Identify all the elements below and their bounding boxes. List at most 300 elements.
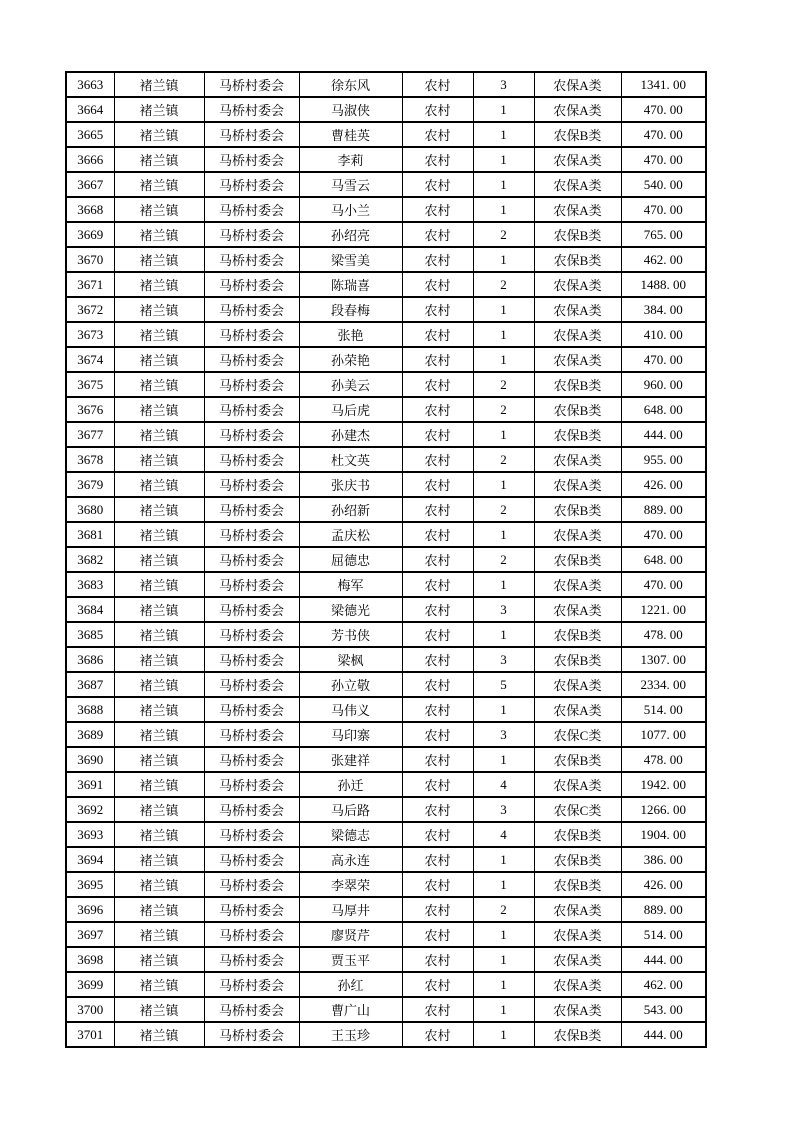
table-row xyxy=(66,747,706,772)
cell-person-count: 2 xyxy=(473,547,534,572)
cell-village: 马桥村委会 xyxy=(204,772,299,797)
cell-person-count: 1 xyxy=(473,422,534,447)
cell-person-name: 孙荣艳 xyxy=(299,347,402,372)
cell-person-count: 1 xyxy=(473,247,534,272)
table-row xyxy=(66,647,706,672)
cell-town: 褚兰镇 xyxy=(114,747,204,772)
cell-residence: 农村 xyxy=(402,397,473,422)
cell-residence: 农村 xyxy=(402,247,473,272)
cell-person-count: 3 xyxy=(473,722,534,747)
cell-residence: 农村 xyxy=(402,547,473,572)
table-row xyxy=(66,897,706,922)
cell-person-count: 1 xyxy=(473,697,534,722)
cell-person-count: 2 xyxy=(473,222,534,247)
cell-residence: 农村 xyxy=(402,972,473,997)
cell-amount: 444. 00 xyxy=(621,422,706,447)
cell-amount: 462. 00 xyxy=(621,247,706,272)
table-row xyxy=(66,697,706,722)
table-row xyxy=(66,522,706,547)
cell-village: 马桥村委会 xyxy=(204,297,299,322)
cell-person-name: 马淑侠 xyxy=(299,97,402,122)
cell-town: 褚兰镇 xyxy=(114,922,204,947)
cell-amount: 514. 00 xyxy=(621,697,706,722)
cell-amount: 648. 00 xyxy=(621,547,706,572)
cell-person-count: 2 xyxy=(473,497,534,522)
cell-town: 褚兰镇 xyxy=(114,397,204,422)
cell-insurance-type: 农保A类 xyxy=(534,147,621,172)
cell-amount: 889. 00 xyxy=(621,897,706,922)
cell-residence: 农村 xyxy=(402,897,473,922)
cell-town: 褚兰镇 xyxy=(114,1022,204,1047)
cell-residence: 农村 xyxy=(402,122,473,147)
cell-insurance-type: 农保B类 xyxy=(534,872,621,897)
cell-amount: 444. 00 xyxy=(621,947,706,972)
cell-insurance-type: 农保B类 xyxy=(534,847,621,872)
cell-residence: 农村 xyxy=(402,822,473,847)
cell-person-name: 王玉珍 xyxy=(299,1022,402,1047)
cell-person-name: 屈德忠 xyxy=(299,547,402,572)
cell-town: 褚兰镇 xyxy=(114,947,204,972)
table-row xyxy=(66,672,706,697)
table-row xyxy=(66,872,706,897)
cell-person-count: 4 xyxy=(473,822,534,847)
cell-serial: 3678 xyxy=(66,447,114,472)
cell-insurance-type: 农保A类 xyxy=(534,922,621,947)
cell-village: 马桥村委会 xyxy=(204,322,299,347)
cell-person-name: 马后虎 xyxy=(299,397,402,422)
cell-serial: 3681 xyxy=(66,522,114,547)
cell-serial: 3701 xyxy=(66,1022,114,1047)
cell-village: 马桥村委会 xyxy=(204,272,299,297)
cell-village: 马桥村委会 xyxy=(204,247,299,272)
cell-person-count: 1 xyxy=(473,522,534,547)
table-row xyxy=(66,147,706,172)
cell-insurance-type: 农保B类 xyxy=(534,547,621,572)
cell-insurance-type: 农保B类 xyxy=(534,822,621,847)
cell-insurance-type: 农保A类 xyxy=(534,697,621,722)
cell-insurance-type: 农保B类 xyxy=(534,397,621,422)
cell-serial: 3680 xyxy=(66,497,114,522)
table-row xyxy=(66,397,706,422)
cell-serial: 3665 xyxy=(66,122,114,147)
cell-person-name: 马印寨 xyxy=(299,722,402,747)
cell-residence: 农村 xyxy=(402,97,473,122)
cell-person-count: 1 xyxy=(473,147,534,172)
cell-person-count: 1 xyxy=(473,297,534,322)
cell-person-count: 1 xyxy=(473,572,534,597)
cell-amount: 955. 00 xyxy=(621,447,706,472)
cell-amount: 470. 00 xyxy=(621,347,706,372)
table-row xyxy=(66,822,706,847)
cell-serial: 3671 xyxy=(66,272,114,297)
cell-insurance-type: 农保B类 xyxy=(534,422,621,447)
cell-residence: 农村 xyxy=(402,522,473,547)
cell-person-count: 1 xyxy=(473,922,534,947)
cell-insurance-type: 农保A类 xyxy=(534,97,621,122)
cell-village: 马桥村委会 xyxy=(204,97,299,122)
cell-village: 马桥村委会 xyxy=(204,447,299,472)
cell-town: 褚兰镇 xyxy=(114,172,204,197)
cell-serial: 3663 xyxy=(66,72,114,97)
cell-serial: 3684 xyxy=(66,597,114,622)
cell-village: 马桥村委会 xyxy=(204,522,299,547)
cell-person-name: 孙绍亮 xyxy=(299,222,402,247)
cell-person-name: 梁德志 xyxy=(299,822,402,847)
cell-town: 褚兰镇 xyxy=(114,872,204,897)
cell-residence: 农村 xyxy=(402,747,473,772)
cell-serial: 3690 xyxy=(66,747,114,772)
cell-amount: 1488. 00 xyxy=(621,272,706,297)
table-row xyxy=(66,347,706,372)
cell-town: 褚兰镇 xyxy=(114,272,204,297)
cell-town: 褚兰镇 xyxy=(114,847,204,872)
cell-insurance-type: 农保A类 xyxy=(534,597,621,622)
cell-residence: 农村 xyxy=(402,347,473,372)
cell-town: 褚兰镇 xyxy=(114,547,204,572)
cell-residence: 农村 xyxy=(402,1022,473,1047)
cell-person-count: 2 xyxy=(473,272,534,297)
table-row xyxy=(66,572,706,597)
cell-residence: 农村 xyxy=(402,622,473,647)
cell-town: 褚兰镇 xyxy=(114,72,204,97)
table-row xyxy=(66,797,706,822)
cell-village: 马桥村委会 xyxy=(204,422,299,447)
cell-residence: 农村 xyxy=(402,672,473,697)
cell-amount: 384. 00 xyxy=(621,297,706,322)
cell-person-name: 李莉 xyxy=(299,147,402,172)
cell-person-name: 陈瑞喜 xyxy=(299,272,402,297)
cell-amount: 470. 00 xyxy=(621,122,706,147)
cell-serial: 3682 xyxy=(66,547,114,572)
cell-town: 褚兰镇 xyxy=(114,722,204,747)
table-row xyxy=(66,722,706,747)
cell-insurance-type: 农保B类 xyxy=(534,122,621,147)
cell-insurance-type: 农保A类 xyxy=(534,947,621,972)
cell-amount: 470. 00 xyxy=(621,522,706,547)
cell-village: 马桥村委会 xyxy=(204,347,299,372)
cell-insurance-type: 农保C类 xyxy=(534,797,621,822)
cell-amount: 648. 00 xyxy=(621,397,706,422)
cell-person-count: 1 xyxy=(473,872,534,897)
cell-person-name: 孙美云 xyxy=(299,372,402,397)
table-row xyxy=(66,547,706,572)
cell-residence: 农村 xyxy=(402,722,473,747)
cell-person-count: 4 xyxy=(473,772,534,797)
table-row xyxy=(66,972,706,997)
cell-village: 马桥村委会 xyxy=(204,372,299,397)
cell-village: 马桥村委会 xyxy=(204,1022,299,1047)
cell-village: 马桥村委会 xyxy=(204,547,299,572)
cell-person-name: 马伟义 xyxy=(299,697,402,722)
cell-residence: 农村 xyxy=(402,422,473,447)
cell-town: 褚兰镇 xyxy=(114,372,204,397)
cell-person-count: 2 xyxy=(473,447,534,472)
cell-town: 褚兰镇 xyxy=(114,197,204,222)
cell-town: 褚兰镇 xyxy=(114,822,204,847)
cell-village: 马桥村委会 xyxy=(204,497,299,522)
cell-insurance-type: 农保A类 xyxy=(534,897,621,922)
cell-village: 马桥村委会 xyxy=(204,897,299,922)
cell-serial: 3694 xyxy=(66,847,114,872)
cell-person-name: 贾玉平 xyxy=(299,947,402,972)
table-row xyxy=(66,472,706,497)
table-row xyxy=(66,372,706,397)
cell-serial: 3689 xyxy=(66,722,114,747)
cell-town: 褚兰镇 xyxy=(114,447,204,472)
cell-person-name: 孙迁 xyxy=(299,772,402,797)
cell-amount: 543. 00 xyxy=(621,997,706,1022)
cell-insurance-type: 农保B类 xyxy=(534,1022,621,1047)
cell-village: 马桥村委会 xyxy=(204,472,299,497)
cell-town: 褚兰镇 xyxy=(114,422,204,447)
cell-amount: 444. 00 xyxy=(621,1022,706,1047)
cell-insurance-type: 农保A类 xyxy=(534,322,621,347)
cell-person-count: 1 xyxy=(473,847,534,872)
cell-serial: 3692 xyxy=(66,797,114,822)
table-row xyxy=(66,1022,706,1047)
cell-insurance-type: 农保A类 xyxy=(534,197,621,222)
cell-person-name: 曹桂英 xyxy=(299,122,402,147)
cell-person-name: 孙立敬 xyxy=(299,672,402,697)
cell-insurance-type: 农保A类 xyxy=(534,522,621,547)
cell-person-name: 段春梅 xyxy=(299,297,402,322)
cell-serial: 3685 xyxy=(66,622,114,647)
cell-amount: 1904. 00 xyxy=(621,822,706,847)
cell-town: 褚兰镇 xyxy=(114,597,204,622)
cell-insurance-type: 农保B类 xyxy=(534,222,621,247)
cell-serial: 3695 xyxy=(66,872,114,897)
cell-person-name: 孙建杰 xyxy=(299,422,402,447)
cell-person-name: 张艳 xyxy=(299,322,402,347)
cell-residence: 农村 xyxy=(402,197,473,222)
cell-serial: 3669 xyxy=(66,222,114,247)
cell-person-name: 杜文英 xyxy=(299,447,402,472)
cell-village: 马桥村委会 xyxy=(204,847,299,872)
cell-village: 马桥村委会 xyxy=(204,872,299,897)
cell-amount: 1942. 00 xyxy=(621,772,706,797)
table-row xyxy=(66,847,706,872)
cell-serial: 3686 xyxy=(66,647,114,672)
cell-insurance-type: 农保B类 xyxy=(534,497,621,522)
cell-town: 褚兰镇 xyxy=(114,672,204,697)
cell-town: 褚兰镇 xyxy=(114,647,204,672)
cell-insurance-type: 农保A类 xyxy=(534,297,621,322)
cell-serial: 3677 xyxy=(66,422,114,447)
cell-village: 马桥村委会 xyxy=(204,172,299,197)
cell-person-count: 1 xyxy=(473,622,534,647)
cell-person-count: 1 xyxy=(473,322,534,347)
cell-town: 褚兰镇 xyxy=(114,472,204,497)
cell-person-name: 马厚井 xyxy=(299,897,402,922)
cell-amount: 1077. 00 xyxy=(621,722,706,747)
cell-residence: 农村 xyxy=(402,597,473,622)
cell-person-count: 3 xyxy=(473,597,534,622)
table-row xyxy=(66,922,706,947)
table-row xyxy=(66,497,706,522)
cell-town: 褚兰镇 xyxy=(114,897,204,922)
cell-amount: 478. 00 xyxy=(621,747,706,772)
table-row xyxy=(66,447,706,472)
cell-residence: 农村 xyxy=(402,222,473,247)
cell-residence: 农村 xyxy=(402,372,473,397)
cell-person-name: 马雪云 xyxy=(299,172,402,197)
cell-village: 马桥村委会 xyxy=(204,72,299,97)
cell-town: 褚兰镇 xyxy=(114,247,204,272)
cell-person-name: 梁德光 xyxy=(299,597,402,622)
cell-serial: 3670 xyxy=(66,247,114,272)
cell-insurance-type: 农保A类 xyxy=(534,347,621,372)
table-row xyxy=(66,297,706,322)
cell-person-count: 3 xyxy=(473,72,534,97)
cell-village: 马桥村委会 xyxy=(204,222,299,247)
cell-person-name: 马后路 xyxy=(299,797,402,822)
table-row xyxy=(66,997,706,1022)
cell-residence: 农村 xyxy=(402,272,473,297)
cell-town: 褚兰镇 xyxy=(114,322,204,347)
table-row xyxy=(66,622,706,647)
cell-serial: 3666 xyxy=(66,147,114,172)
cell-village: 马桥村委会 xyxy=(204,397,299,422)
cell-serial: 3668 xyxy=(66,197,114,222)
cell-village: 马桥村委会 xyxy=(204,197,299,222)
cell-insurance-type: 农保A类 xyxy=(534,672,621,697)
cell-serial: 3700 xyxy=(66,997,114,1022)
cell-village: 马桥村委会 xyxy=(204,997,299,1022)
cell-person-name: 孙红 xyxy=(299,972,402,997)
cell-amount: 478. 00 xyxy=(621,622,706,647)
cell-residence: 农村 xyxy=(402,997,473,1022)
cell-person-count: 1 xyxy=(473,172,534,197)
cell-town: 褚兰镇 xyxy=(114,122,204,147)
cell-amount: 1341. 00 xyxy=(621,72,706,97)
cell-insurance-type: 农保B类 xyxy=(534,647,621,672)
cell-insurance-type: 农保A类 xyxy=(534,572,621,597)
cell-person-name: 孙绍新 xyxy=(299,497,402,522)
cell-person-count: 1 xyxy=(473,347,534,372)
cell-insurance-type: 农保A类 xyxy=(534,972,621,997)
cell-residence: 农村 xyxy=(402,297,473,322)
cell-insurance-type: 农保A类 xyxy=(534,172,621,197)
cell-person-count: 2 xyxy=(473,397,534,422)
cell-serial: 3688 xyxy=(66,697,114,722)
cell-insurance-type: 农保A类 xyxy=(534,447,621,472)
cell-insurance-type: 农保A类 xyxy=(534,772,621,797)
table-row xyxy=(66,97,706,122)
cell-town: 褚兰镇 xyxy=(114,347,204,372)
table-row xyxy=(66,122,706,147)
cell-residence: 农村 xyxy=(402,472,473,497)
table-row xyxy=(66,422,706,447)
cell-person-name: 李翠荣 xyxy=(299,872,402,897)
cell-village: 马桥村委会 xyxy=(204,747,299,772)
cell-person-count: 1 xyxy=(473,97,534,122)
cell-residence: 农村 xyxy=(402,72,473,97)
cell-amount: 462. 00 xyxy=(621,972,706,997)
cell-person-count: 1 xyxy=(473,997,534,1022)
cell-residence: 农村 xyxy=(402,572,473,597)
cell-town: 褚兰镇 xyxy=(114,522,204,547)
cell-town: 褚兰镇 xyxy=(114,622,204,647)
cell-person-count: 3 xyxy=(473,797,534,822)
cell-town: 褚兰镇 xyxy=(114,297,204,322)
table-row xyxy=(66,272,706,297)
table-body xyxy=(66,72,706,1047)
cell-person-name: 张建祥 xyxy=(299,747,402,772)
table-row xyxy=(66,597,706,622)
cell-village: 马桥村委会 xyxy=(204,797,299,822)
cell-serial: 3672 xyxy=(66,297,114,322)
cell-person-name: 梁枫 xyxy=(299,647,402,672)
cell-person-count: 2 xyxy=(473,372,534,397)
cell-amount: 410. 00 xyxy=(621,322,706,347)
cell-amount: 765. 00 xyxy=(621,222,706,247)
cell-person-name: 孟庆松 xyxy=(299,522,402,547)
cell-amount: 1307. 00 xyxy=(621,647,706,672)
table-row xyxy=(66,72,706,97)
table-row xyxy=(66,772,706,797)
cell-insurance-type: 农保A类 xyxy=(534,272,621,297)
table-row xyxy=(66,222,706,247)
table-row xyxy=(66,247,706,272)
cell-village: 马桥村委会 xyxy=(204,122,299,147)
cell-residence: 农村 xyxy=(402,847,473,872)
cell-person-name: 芳书侠 xyxy=(299,622,402,647)
cell-amount: 2334. 00 xyxy=(621,672,706,697)
cell-serial: 3675 xyxy=(66,372,114,397)
cell-serial: 3667 xyxy=(66,172,114,197)
cell-person-name: 高永连 xyxy=(299,847,402,872)
table-row xyxy=(66,947,706,972)
cell-insurance-type: 农保B类 xyxy=(534,747,621,772)
cell-residence: 农村 xyxy=(402,772,473,797)
cell-residence: 农村 xyxy=(402,922,473,947)
cell-village: 马桥村委会 xyxy=(204,672,299,697)
cell-town: 褚兰镇 xyxy=(114,772,204,797)
cell-residence: 农村 xyxy=(402,872,473,897)
cell-residence: 农村 xyxy=(402,497,473,522)
cell-residence: 农村 xyxy=(402,147,473,172)
cell-serial: 3691 xyxy=(66,772,114,797)
cell-village: 马桥村委会 xyxy=(204,972,299,997)
cell-village: 马桥村委会 xyxy=(204,822,299,847)
cell-insurance-type: 农保B类 xyxy=(534,622,621,647)
cell-person-name: 梁雪美 xyxy=(299,247,402,272)
cell-person-count: 5 xyxy=(473,672,534,697)
cell-amount: 470. 00 xyxy=(621,97,706,122)
cell-serial: 3674 xyxy=(66,347,114,372)
cell-amount: 540. 00 xyxy=(621,172,706,197)
cell-amount: 470. 00 xyxy=(621,572,706,597)
cell-residence: 农村 xyxy=(402,322,473,347)
cell-serial: 3673 xyxy=(66,322,114,347)
cell-insurance-type: 农保B类 xyxy=(534,247,621,272)
cell-amount: 889. 00 xyxy=(621,497,706,522)
cell-insurance-type: 农保A类 xyxy=(534,472,621,497)
cell-insurance-type: 农保C类 xyxy=(534,722,621,747)
cell-amount: 470. 00 xyxy=(621,147,706,172)
cell-residence: 农村 xyxy=(402,697,473,722)
cell-village: 马桥村委会 xyxy=(204,622,299,647)
cell-serial: 3664 xyxy=(66,97,114,122)
cell-serial: 3699 xyxy=(66,972,114,997)
cell-serial: 3687 xyxy=(66,672,114,697)
cell-town: 褚兰镇 xyxy=(114,572,204,597)
cell-person-name: 梅军 xyxy=(299,572,402,597)
cell-village: 马桥村委会 xyxy=(204,922,299,947)
cell-person-count: 1 xyxy=(473,1022,534,1047)
cell-person-name: 张庆书 xyxy=(299,472,402,497)
cell-person-name: 徐东风 xyxy=(299,72,402,97)
